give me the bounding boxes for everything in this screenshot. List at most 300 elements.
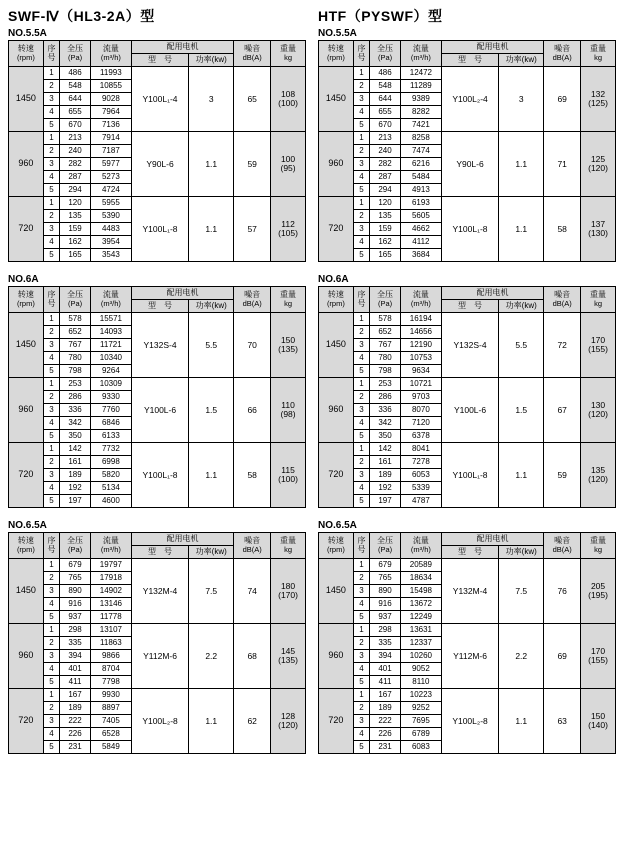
flow-cell: 5484	[400, 171, 441, 184]
seq-cell: 3	[353, 339, 369, 352]
seq-cell: 3	[43, 158, 59, 171]
seq-cell: 1	[43, 378, 59, 391]
pressure-cell: 336	[60, 404, 91, 417]
flow-cell: 3684	[400, 249, 441, 262]
weight-cell: 100 (95)	[271, 132, 306, 197]
rpm-cell: 1450	[9, 67, 44, 132]
seq-cell: 2	[43, 210, 59, 223]
flow-cell: 20589	[400, 559, 441, 572]
pressure-cell: 401	[60, 663, 91, 676]
weight-cell: 170 (155)	[581, 313, 616, 378]
flow-cell: 11993	[90, 67, 131, 80]
pressure-cell: 798	[60, 365, 91, 378]
seq-cell: 4	[43, 171, 59, 184]
motor-model-cell: Y132M-4	[131, 559, 188, 624]
pressure-cell: 240	[370, 145, 401, 158]
header-motor-model: 型 号	[131, 54, 188, 67]
flow-cell: 9703	[400, 391, 441, 404]
rpm-cell: 960	[319, 132, 354, 197]
pressure-cell: 286	[60, 391, 91, 404]
flow-cell: 11863	[90, 637, 131, 650]
seq-cell: 2	[353, 456, 369, 469]
flow-cell: 7136	[90, 119, 131, 132]
seq-cell: 4	[43, 352, 59, 365]
pressure-cell: 120	[370, 197, 401, 210]
flow-cell: 17918	[90, 572, 131, 585]
block-no55a	[8, 6, 620, 262]
header-rpm: 转速 (rpm)	[9, 533, 44, 559]
seq-cell: 3	[43, 650, 59, 663]
seq-cell: 4	[353, 171, 369, 184]
weight-cell: 180 (170)	[271, 559, 306, 624]
pressure-cell: 159	[60, 223, 91, 236]
seq-cell: 4	[353, 482, 369, 495]
seq-cell: 2	[43, 637, 59, 650]
motor-model-cell: Y100L-6	[131, 378, 188, 443]
flow-cell: 12337	[400, 637, 441, 650]
seq-cell: 4	[353, 728, 369, 741]
pressure-cell: 162	[60, 236, 91, 249]
column-left-no65a	[8, 520, 306, 754]
seq-cell: 4	[353, 352, 369, 365]
seq-cell: 1	[353, 197, 369, 210]
seq-cell: 3	[353, 715, 369, 728]
header-motor-model: 型 号	[441, 546, 498, 559]
pressure-cell: 298	[60, 624, 91, 637]
power-cell: 3	[189, 67, 234, 132]
right-size-label-no55a: NO.5.5A	[318, 28, 357, 39]
flow-cell: 4913	[400, 184, 441, 197]
seq-cell: 5	[43, 611, 59, 624]
column-left-no6a	[8, 274, 306, 508]
pressure-cell: 644	[370, 93, 401, 106]
flow-cell: 5390	[90, 210, 131, 223]
pressure-cell: 342	[60, 417, 91, 430]
header-motor-model: 型 号	[131, 300, 188, 313]
seq-cell: 4	[43, 482, 59, 495]
power-cell: 1.1	[189, 443, 234, 508]
pressure-cell: 350	[60, 430, 91, 443]
pressure-cell: 578	[60, 313, 91, 326]
weight-cell: 135 (120)	[581, 443, 616, 508]
flow-cell: 10721	[400, 378, 441, 391]
flow-cell: 7914	[90, 132, 131, 145]
flow-cell: 7278	[400, 456, 441, 469]
table-header-row	[319, 287, 616, 300]
seq-cell: 4	[43, 598, 59, 611]
header-motor-group: 配用电机	[131, 287, 233, 300]
flow-cell: 4112	[400, 236, 441, 249]
rpm-cell: 1450	[319, 313, 354, 378]
power-cell: 1.1	[189, 689, 234, 754]
seq-cell: 5	[43, 495, 59, 508]
pressure-cell: 253	[60, 378, 91, 391]
table-row	[319, 313, 616, 326]
power-cell: 1.1	[189, 132, 234, 197]
pressure-cell: 287	[60, 171, 91, 184]
pressure-cell: 282	[60, 158, 91, 171]
flow-cell: 19797	[90, 559, 131, 572]
block-no6a	[8, 274, 620, 508]
noise-cell: 66	[234, 378, 271, 443]
header-rpm: 转速 (rpm)	[319, 533, 354, 559]
table-row	[9, 559, 306, 572]
pressure-cell: 780	[370, 352, 401, 365]
rpm-cell: 720	[9, 197, 44, 262]
pressure-cell: 670	[60, 119, 91, 132]
flow-cell: 10223	[400, 689, 441, 702]
weight-cell: 170 (155)	[581, 624, 616, 689]
noise-cell: 59	[544, 443, 581, 508]
table-no65a-right	[318, 532, 616, 754]
column-right-no55a	[318, 6, 616, 262]
pressure-cell: 231	[370, 741, 401, 754]
seq-cell: 2	[43, 456, 59, 469]
motor-model-cell: Y100L₁-8	[131, 443, 188, 508]
seq-cell: 1	[353, 559, 369, 572]
pressure-cell: 189	[60, 702, 91, 715]
flow-cell: 14093	[90, 326, 131, 339]
table-no55a-right	[318, 40, 616, 262]
header-motor-model: 型 号	[441, 300, 498, 313]
flow-cell: 4724	[90, 184, 131, 197]
flow-cell: 9052	[400, 663, 441, 676]
seq-cell: 2	[43, 572, 59, 585]
pressure-cell: 161	[60, 456, 91, 469]
header-power: 功率(kw)	[189, 300, 234, 313]
block-spacer	[8, 262, 620, 274]
header-flow: 流量 (m³/h)	[90, 533, 131, 559]
table-header-row	[9, 41, 306, 54]
rpm-cell: 960	[319, 378, 354, 443]
seq-cell: 5	[43, 676, 59, 689]
table-row	[9, 67, 306, 80]
pressure-cell: 167	[60, 689, 91, 702]
flow-cell: 12249	[400, 611, 441, 624]
header-seq: 序号	[353, 287, 369, 313]
noise-cell: 71	[544, 132, 581, 197]
block-no65a	[8, 520, 620, 754]
flow-cell: 4787	[400, 495, 441, 508]
flow-cell: 6216	[400, 158, 441, 171]
weight-cell: 150 (135)	[271, 313, 306, 378]
seq-cell: 3	[43, 93, 59, 106]
pressure-cell: 213	[60, 132, 91, 145]
seq-cell: 1	[43, 559, 59, 572]
seq-cell: 4	[43, 106, 59, 119]
flow-cell: 5273	[90, 171, 131, 184]
seq-cell: 3	[353, 585, 369, 598]
pressure-cell: 780	[60, 352, 91, 365]
table-row	[319, 443, 616, 456]
flow-cell: 11721	[90, 339, 131, 352]
pressure-cell: 120	[60, 197, 91, 210]
header-rpm: 转速 (rpm)	[9, 287, 44, 313]
header-noise: 噪音 dB(A)	[234, 41, 271, 67]
weight-cell: 145 (135)	[271, 624, 306, 689]
seq-cell: 5	[43, 184, 59, 197]
table-row	[9, 378, 306, 391]
header-pressure: 全压 (Pa)	[370, 287, 401, 313]
flow-cell: 8110	[400, 676, 441, 689]
header-power: 功率(kw)	[499, 546, 544, 559]
table-row	[319, 132, 616, 145]
noise-cell: 72	[544, 313, 581, 378]
flow-cell: 15498	[400, 585, 441, 598]
pressure-cell: 135	[60, 210, 91, 223]
seq-cell: 1	[353, 313, 369, 326]
pressure-cell: 335	[370, 637, 401, 650]
pressure-cell: 165	[60, 249, 91, 262]
table-row	[319, 197, 616, 210]
noise-cell: 63	[544, 689, 581, 754]
rpm-cell: 720	[319, 197, 354, 262]
power-cell: 7.5	[499, 559, 544, 624]
flow-cell: 8070	[400, 404, 441, 417]
power-cell: 2.2	[499, 624, 544, 689]
flow-cell: 7187	[90, 145, 131, 158]
power-cell: 1.1	[499, 132, 544, 197]
seq-cell: 5	[43, 365, 59, 378]
table-no65a-left	[8, 532, 306, 754]
flow-cell: 4662	[400, 223, 441, 236]
seq-cell: 1	[353, 443, 369, 456]
flow-cell: 10340	[90, 352, 131, 365]
table-row	[9, 132, 306, 145]
seq-cell: 3	[353, 93, 369, 106]
pressure-cell: 937	[370, 611, 401, 624]
rpm-cell: 720	[9, 443, 44, 508]
seq-cell: 2	[43, 326, 59, 339]
header-motor-group: 配用电机	[441, 533, 543, 546]
seq-cell: 4	[353, 663, 369, 676]
motor-model-cell: Y90L-6	[441, 132, 498, 197]
pressure-cell: 197	[370, 495, 401, 508]
seq-cell: 4	[43, 417, 59, 430]
flow-cell: 8258	[400, 132, 441, 145]
flow-cell: 6193	[400, 197, 441, 210]
pressure-cell: 165	[370, 249, 401, 262]
table-header-row	[9, 533, 306, 546]
pressure-cell: 342	[370, 417, 401, 430]
seq-cell: 1	[43, 132, 59, 145]
power-cell: 1.5	[189, 378, 234, 443]
weight-cell: 150 (140)	[581, 689, 616, 754]
header-rpm: 转速 (rpm)	[319, 41, 354, 67]
pressure-cell: 916	[60, 598, 91, 611]
column-left-no55a	[8, 6, 306, 262]
flow-cell: 10309	[90, 378, 131, 391]
pressure-cell: 486	[370, 67, 401, 80]
rpm-cell: 720	[319, 443, 354, 508]
flow-cell: 4600	[90, 495, 131, 508]
pressure-cell: 548	[60, 80, 91, 93]
seq-cell: 4	[353, 236, 369, 249]
table-header-row	[9, 287, 306, 300]
seq-cell: 1	[353, 689, 369, 702]
table-row	[319, 689, 616, 702]
header-weight: 重量 kg	[271, 287, 306, 313]
pressure-cell: 142	[60, 443, 91, 456]
noise-cell: 62	[234, 689, 271, 754]
seq-cell: 2	[353, 637, 369, 650]
pressure-cell: 335	[60, 637, 91, 650]
header-pressure: 全压 (Pa)	[60, 287, 91, 313]
seq-cell: 2	[43, 145, 59, 158]
header-motor-model: 型 号	[131, 546, 188, 559]
motor-model-cell: Y100L₂-4	[441, 67, 498, 132]
motor-model-cell: Y112M-6	[131, 624, 188, 689]
table-row	[319, 624, 616, 637]
pressure-cell: 167	[370, 689, 401, 702]
seq-cell: 3	[353, 469, 369, 482]
flow-cell: 9866	[90, 650, 131, 663]
header-seq: 序号	[43, 287, 59, 313]
header-flow: 流量 (m³/h)	[90, 287, 131, 313]
weight-cell: 132 (125)	[581, 67, 616, 132]
header-rpm: 转速 (rpm)	[9, 41, 44, 67]
seq-cell: 3	[43, 339, 59, 352]
pressure-cell: 679	[60, 559, 91, 572]
seq-cell: 2	[43, 702, 59, 715]
seq-cell: 2	[353, 145, 369, 158]
noise-cell: 76	[544, 559, 581, 624]
flow-cell: 11778	[90, 611, 131, 624]
header-weight: 重量 kg	[581, 287, 616, 313]
right-series-title: HTF（PYSWF）型	[318, 8, 443, 24]
table-row	[319, 378, 616, 391]
flow-cell: 13631	[400, 624, 441, 637]
power-cell: 1.1	[499, 689, 544, 754]
table-no55a-left	[8, 40, 306, 262]
pressure-cell: 765	[370, 572, 401, 585]
flow-cell: 5849	[90, 741, 131, 754]
noise-cell: 59	[234, 132, 271, 197]
flow-cell: 9930	[90, 689, 131, 702]
flow-cell: 7695	[400, 715, 441, 728]
pressure-cell: 765	[60, 572, 91, 585]
seq-cell: 3	[353, 404, 369, 417]
header-seq: 序号	[353, 41, 369, 67]
header-noise: 噪音 dB(A)	[544, 533, 581, 559]
seq-cell: 4	[353, 598, 369, 611]
flow-cell: 3543	[90, 249, 131, 262]
pressure-cell: 226	[370, 728, 401, 741]
noise-cell: 65	[234, 67, 271, 132]
flow-cell: 7964	[90, 106, 131, 119]
header-noise: 噪音 dB(A)	[234, 287, 271, 313]
seq-cell: 3	[43, 715, 59, 728]
header-rpm: 转速 (rpm)	[319, 287, 354, 313]
rpm-cell: 960	[9, 378, 44, 443]
pressure-cell: 798	[370, 365, 401, 378]
header-motor-model: 型 号	[441, 54, 498, 67]
pressure-cell: 286	[370, 391, 401, 404]
pressure-cell: 350	[370, 430, 401, 443]
flow-cell: 3954	[90, 236, 131, 249]
flow-cell: 7798	[90, 676, 131, 689]
pressure-cell: 336	[370, 404, 401, 417]
seq-cell: 5	[43, 430, 59, 443]
pressure-cell: 189	[370, 702, 401, 715]
table-header-row	[319, 41, 616, 54]
table-row	[9, 624, 306, 637]
flow-cell: 9330	[90, 391, 131, 404]
header-flow: 流量 (m³/h)	[400, 533, 441, 559]
power-cell: 1.1	[499, 443, 544, 508]
header-flow: 流量 (m³/h)	[400, 287, 441, 313]
seq-cell: 5	[353, 495, 369, 508]
seq-cell: 1	[43, 313, 59, 326]
power-cell: 3	[499, 67, 544, 132]
flow-cell: 14902	[90, 585, 131, 598]
motor-model-cell: Y90L-6	[131, 132, 188, 197]
flow-cell: 6083	[400, 741, 441, 754]
seq-cell: 3	[353, 223, 369, 236]
seq-cell: 2	[353, 702, 369, 715]
pressure-cell: 670	[370, 119, 401, 132]
noise-cell: 70	[234, 313, 271, 378]
seq-cell: 5	[353, 676, 369, 689]
pressure-cell: 916	[370, 598, 401, 611]
noise-cell: 69	[544, 67, 581, 132]
seq-cell: 5	[353, 611, 369, 624]
seq-cell: 3	[43, 223, 59, 236]
pressure-cell: 401	[370, 663, 401, 676]
flow-cell: 13107	[90, 624, 131, 637]
header-motor-group: 配用电机	[441, 287, 543, 300]
motor-model-cell: Y100L₂-8	[441, 689, 498, 754]
motor-model-cell: Y132S-4	[131, 313, 188, 378]
flow-cell: 10855	[90, 80, 131, 93]
pressure-cell: 142	[370, 443, 401, 456]
header-pressure: 全压 (Pa)	[60, 41, 91, 67]
seq-cell: 4	[43, 728, 59, 741]
power-cell: 7.5	[189, 559, 234, 624]
seq-cell: 3	[43, 404, 59, 417]
flow-cell: 9252	[400, 702, 441, 715]
header-flow: 流量 (m³/h)	[400, 41, 441, 67]
pressure-cell: 486	[60, 67, 91, 80]
power-cell: 1.1	[499, 197, 544, 262]
pressure-cell: 161	[370, 456, 401, 469]
seq-cell: 3	[353, 650, 369, 663]
flow-cell: 6789	[400, 728, 441, 741]
flow-cell: 6998	[90, 456, 131, 469]
pressure-cell: 135	[370, 210, 401, 223]
flow-cell: 9389	[400, 93, 441, 106]
seq-cell: 5	[353, 249, 369, 262]
flow-cell: 6378	[400, 430, 441, 443]
table-row	[9, 443, 306, 456]
seq-cell: 1	[353, 67, 369, 80]
flow-cell: 9264	[90, 365, 131, 378]
seq-cell: 3	[43, 585, 59, 598]
pressure-cell: 394	[370, 650, 401, 663]
flow-cell: 8041	[400, 443, 441, 456]
pressure-cell: 652	[60, 326, 91, 339]
flow-cell: 5820	[90, 469, 131, 482]
header-power: 功率(kw)	[499, 300, 544, 313]
pressure-cell: 253	[370, 378, 401, 391]
power-cell: 1.1	[189, 197, 234, 262]
seq-cell: 4	[353, 417, 369, 430]
seq-cell: 1	[43, 197, 59, 210]
pressure-cell: 411	[370, 676, 401, 689]
pressure-cell: 890	[370, 585, 401, 598]
weight-cell: 130 (120)	[581, 378, 616, 443]
motor-model-cell: Y100L₁-4	[131, 67, 188, 132]
